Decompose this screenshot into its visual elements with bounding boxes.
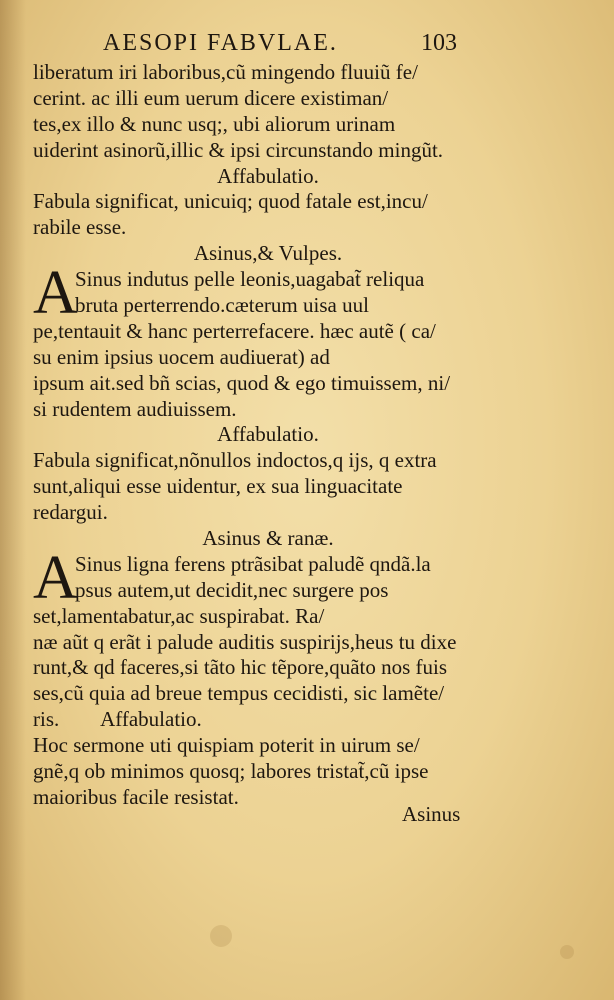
text-line: liberatum iri laboribus,cũ mingendo fluuiũ fe/: [33, 60, 418, 84]
text-line: Hoc sermone uti quispiam poterit in uirum se/: [33, 733, 420, 758]
text-line: gnẽ,q ob minimos quosq; labores tristat̃,cũ ipse: [33, 759, 429, 784]
drop-cap: A: [33, 543, 78, 612]
text-line: set,lamentabatur,ac suspirabat. Ra/: [33, 603, 325, 628]
text-line: Sinus indutus pelle leonis,uagabat̃ reliqua: [75, 267, 425, 292]
text-line: ses,cũ quia ad breue tempus cecidisti, sic lamẽte/: [33, 681, 445, 706]
text-line: sunt,aliqui esse uidentur, ex sua linguacitate: [33, 474, 403, 499]
running-head: [33, 30, 503, 60]
fable-paragraph: [33, 259, 503, 328]
text-line: redargui.: [33, 500, 108, 525]
section-heading: Affabulatio.: [217, 163, 319, 188]
drop-cap: A: [33, 259, 78, 328]
section-heading: Affabulatio.: [217, 422, 319, 447]
text-line: pe,tentauit & hanc perterrefacere. hæc autẽ ( ca/: [33, 318, 436, 343]
text-line: su enim ipsius uocem audiuerat) ad: [33, 344, 330, 369]
paper-stain: [210, 925, 232, 947]
text-block: [33, 30, 503, 811]
text-line: ris. Affabulatio.: [33, 707, 202, 732]
text-line: næ aũt q erãt i palude auditis suspirijs,heus tu dixe: [33, 629, 457, 654]
text-line: tes,ex illo & nunc usq;, ubi aliorum urinam: [33, 111, 396, 136]
page-gutter-shadow: [0, 0, 26, 1000]
fable-title: Asinus,& Vulpes.: [193, 241, 343, 266]
text-line: Fabula significat,nõnullos indoctos,q ijs, q extra: [33, 448, 437, 473]
fable-paragraph: [33, 543, 503, 612]
text-line: bruta perterrendo.cæterum uisa uul: [75, 293, 369, 318]
text-line: Sinus ligna ferens ptrãsibat paludẽ qndã.la: [75, 551, 431, 576]
text-line: maioribus facile resistat.: [33, 784, 239, 809]
text-line: runt,& qd faceres,si tãto hic tẽpore,quãto nos fuis: [33, 655, 448, 680]
text-line: uiderint asinorũ,illic & ipsi circunstando mingũt.: [33, 137, 444, 162]
paper-stain: [560, 945, 574, 959]
running-head-title: AESOPI FABVLAE.: [103, 30, 338, 56]
text-line: ipsum ait.sed bñ scias, quod & ego timuissem, ni/: [33, 370, 451, 395]
text-line: Fabula significat, unicuiq; quod fatale est,incu/: [33, 189, 428, 214]
text-line: psus autem,ut decidit,nec surgere pos: [75, 577, 389, 602]
catchword: Asinus: [402, 802, 461, 826]
fable-title: Asinus & ranæ.: [202, 526, 334, 551]
page-number: 103: [421, 30, 457, 56]
text-line: rabile esse.: [33, 215, 127, 240]
text-line: cerint. ac illi eum uerum dicere existiman/: [33, 85, 389, 110]
text-line: si rudentem audiuissem.: [33, 396, 237, 421]
